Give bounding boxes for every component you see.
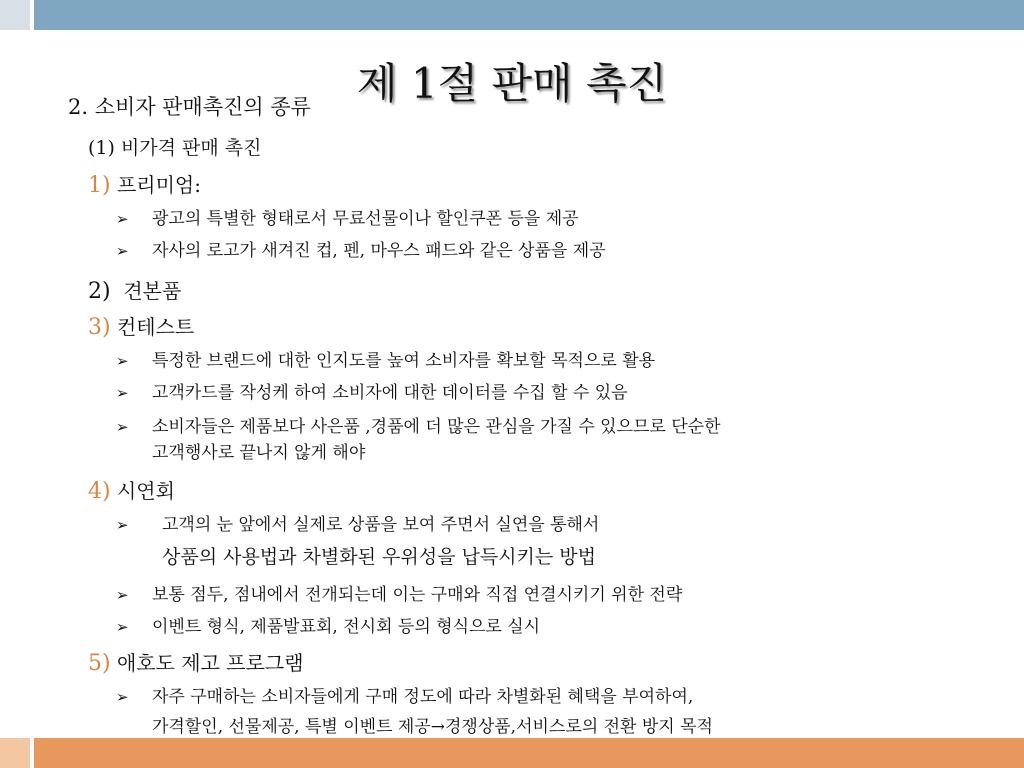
bullet-text: 이벤트 형식, 제품발표회, 전시회 등의 형식으로 실시 (152, 617, 541, 637)
bullet-arrow-icon: ➢ (116, 586, 129, 604)
bullet-arrow-icon: ➢ (116, 210, 129, 228)
item-number: 4) (88, 479, 111, 504)
bullet-text: 보통 점두, 점내에서 전개되는데 이는 구매와 직접 연결시키기 위한 전략 (152, 585, 683, 605)
bullet-line (116, 416, 721, 438)
bullet-line (116, 240, 606, 262)
item-label: 애호도 제고 프로그램 (116, 651, 304, 675)
bullet-line (116, 514, 599, 536)
item-number: 5) (88, 651, 111, 676)
bullet-line (116, 208, 579, 230)
bullet-arrow-icon: ➢ (116, 418, 129, 436)
bullet-text: 자사의 로고가 새겨진 컵, 펜, 마우스 패드와 같은 상품을 제공 (152, 241, 606, 261)
bullet-text: 자주 구매하는 소비자들에게 구매 정도에 따라 차별화된 혜택을 부여하여, (152, 687, 694, 707)
bullet-text: 광고의 특별한 형태로서 무료선물이나 할인쿠폰 등을 제공 (152, 209, 579, 229)
bullet-continuation: 가격할인, 선물제공, 특별 이벤트 제공→경쟁상품,서비스로의 전환 방지 목적 (152, 717, 713, 737)
bullet-arrow-icon: ➢ (116, 516, 129, 534)
bullet-arrow-icon: ➢ (116, 618, 129, 636)
bullet-text: 고객카드를 작성케 하여 소비자에 대한 데이터를 수집 할 수 있음 (152, 383, 628, 403)
section-heading: 2. 소비자 판매촉진의 종류 (68, 95, 311, 119)
bullet-line (116, 616, 540, 638)
bullet-text: 소비자들은 제품보다 사은품 ,경품에 더 많은 관심을 가질 수 있으므로 단순한 (152, 417, 721, 437)
bullet-line (116, 584, 682, 606)
bullet-arrow-icon: ➢ (116, 688, 129, 706)
bullet-line (116, 350, 655, 372)
bullet-continuation: 고객행사로 끝나지 않게 해야 (152, 443, 366, 463)
item-number: 2) (88, 279, 111, 304)
bullet-continuation: 상품의 사용법과 차별화된 우위성을 납득시키는 방법 (162, 546, 596, 568)
list-item-premium (88, 172, 201, 199)
bullet-text: 고객의 눈 앞에서 실제로 상품을 보여 주면서 실연을 통해서 (162, 515, 600, 535)
item-number: 1) (88, 173, 111, 198)
list-item-demonstration (88, 478, 175, 505)
item-label: 시연회 (116, 479, 175, 503)
bullet-line (116, 686, 693, 708)
bullet-arrow-icon: ➢ (116, 242, 129, 260)
item-label: 견본품 (123, 279, 182, 303)
list-item-contest (88, 314, 194, 341)
bullet-arrow-icon: ➢ (116, 384, 129, 402)
item-number: 3) (88, 315, 111, 340)
bullet-line (116, 382, 628, 404)
item-label: 프리미엄: (116, 173, 201, 197)
item-label: 컨테스트 (116, 315, 195, 339)
section-subheading: (1) 비가격 판매 촉진 (88, 137, 262, 159)
bullet-arrow-icon: ➢ (116, 352, 129, 370)
bullet-text: 특정한 브랜드에 대한 인지도를 높여 소비자를 확보할 목적으로 활용 (152, 351, 656, 371)
slide-title: 제 1절 판매 촉진 (356, 59, 668, 108)
list-item-loyalty-program (88, 650, 304, 677)
list-item-sample (88, 278, 181, 305)
